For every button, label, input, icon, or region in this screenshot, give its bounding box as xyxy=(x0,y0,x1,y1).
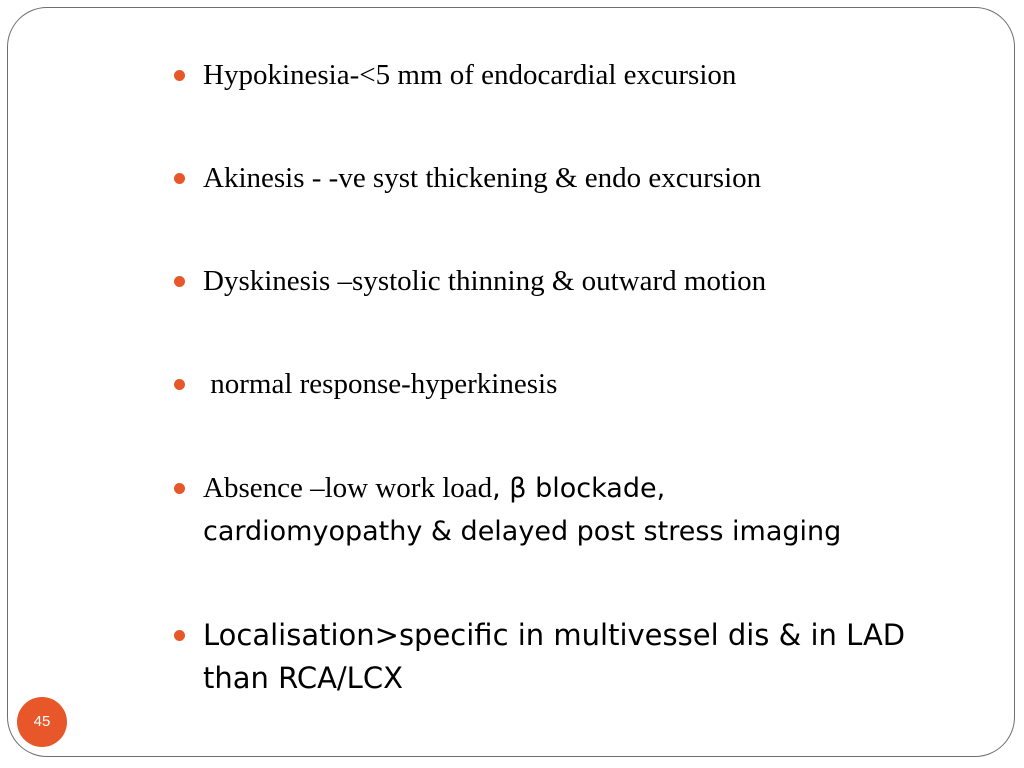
bullet-sans-segment: , β blockade, xyxy=(492,473,666,504)
bullet-dot-icon xyxy=(174,173,185,184)
bullet-dot-icon xyxy=(174,630,185,641)
bullet-text xyxy=(203,467,841,553)
bullet-text xyxy=(203,614,905,700)
bullet-serif-segment: Absence –low work load xyxy=(203,472,493,504)
bullet-dot-icon xyxy=(174,70,185,81)
bullet-text: Hypokinesia-<5 mm of endocardial excursion xyxy=(203,59,737,91)
bullet-line: than RCA/LCX xyxy=(203,661,403,695)
bullet-dot-icon xyxy=(174,379,185,390)
bullet-text: Dyskinesis –systolic thinning & outward motion xyxy=(203,265,767,297)
bullet-text: Akinesis - -ve syst thickening & endo excursion xyxy=(203,162,762,194)
bullet-dot-icon xyxy=(174,483,185,494)
bullet-dot-icon xyxy=(174,276,185,287)
bullet-text: normal response-hyperkinesis xyxy=(203,368,558,400)
page-number-badge: 45 xyxy=(17,697,67,747)
bullet-line xyxy=(203,467,841,510)
bullet-line: Localisation>specific in multivessel dis & in LAD xyxy=(203,618,906,652)
bullet-line: cardiomyopathy & delayed post stress imaging xyxy=(203,516,842,547)
